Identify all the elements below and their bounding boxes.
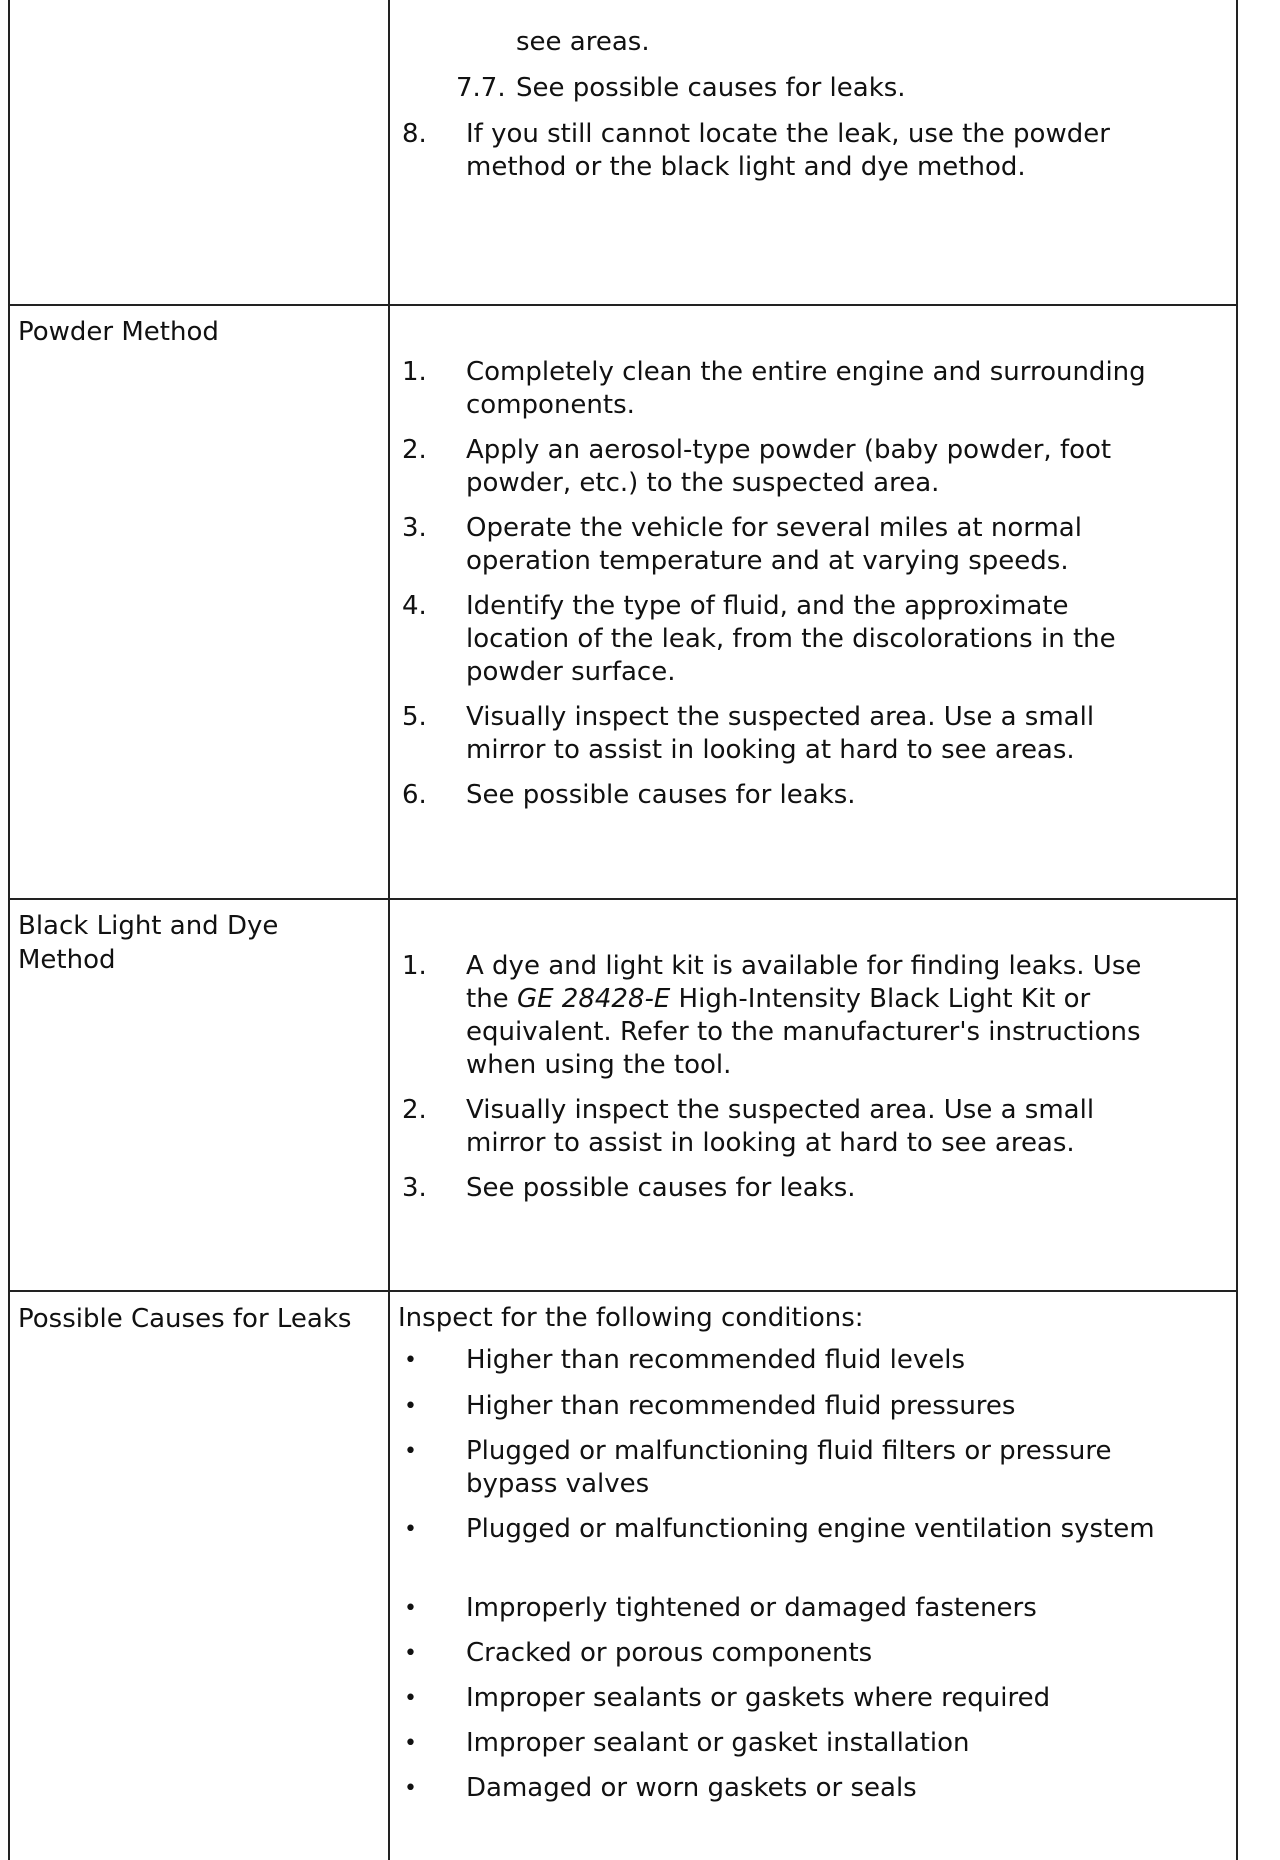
list-item: Higher than recommended fluid pressures [466,1391,1016,1421]
table-border-right [1236,0,1238,1860]
tool-name: GE 28428-E [516,984,671,1014]
step-text: If you still cannot locate the leak, use the powder method or the black light and dye method. [466,119,1110,182]
step-text: Operate the vehicle for several miles at normal operation temperature and at varying speeds. [466,513,1082,576]
bullet-icon: • [404,1776,417,1801]
bullet-icon: • [404,1686,417,1711]
bullet-icon: • [404,1439,417,1464]
list-item: Plugged or malfunctioning engine ventilation system [466,1514,1155,1544]
black-light-method-label: Black Light and Dye Method [18,911,279,975]
step-text: Identify the type of fluid, and the approximate location of the leak, from the discolorations in the powder surface. [466,591,1116,687]
step-text: Apply an aerosol-type powder (baby powder, foot powder, etc.) to the suspected area. [466,435,1112,498]
table-column-divider [388,0,390,1860]
powder-method-label: Powder Method [18,317,219,347]
step-text: Visually inspect the suspected area. Use a small mirror to assist in looking at hard to see areas. [466,702,1095,765]
step-text: A dye and light kit is available for finding leaks. Use the GE 28428-E High-Intensity Black Light Kit or equivalent. Refer to the manufacturer's instructions when using the tool. [466,951,1142,1080]
step-number: 4. [402,591,427,621]
list-item: Higher than recommended fluid levels [466,1345,965,1375]
row-divider [8,304,1238,306]
table-border-left [8,0,10,1860]
bullet-icon: • [404,1517,417,1542]
step-number: 7.7. [456,73,506,103]
step-number: 1. [402,357,427,387]
step-number: 3. [402,513,427,543]
bullet-icon: • [404,1596,417,1621]
bullet-icon: • [404,1731,417,1756]
step-text: Completely clean the entire engine and surrounding components. [466,357,1146,420]
step-number: 2. [402,1095,427,1125]
step-text: Visually inspect the suspected area. Use a small mirror to assist in looking at hard to see areas. [466,1095,1095,1158]
row-divider [8,1290,1238,1292]
step-text: See possible causes for leaks. [466,1173,856,1203]
list-item: Improperly tightened or damaged fasteners [466,1593,1037,1623]
bullet-icon: • [404,1348,417,1373]
step-text: See possible causes for leaks. [466,780,856,810]
causes-intro: Inspect for the following conditions: [398,1303,864,1333]
bullet-icon: • [404,1394,417,1419]
continued-step-text: see areas. [516,27,650,57]
list-item: Plugged or malfunctioning fluid filters or pressure bypass valves [466,1436,1112,1499]
step-number: 5. [402,702,427,732]
list-item: Cracked or porous components [466,1638,873,1668]
list-item: Improper sealant or gasket installation [466,1728,970,1758]
step-number: 1. [402,951,427,981]
step-number: 2. [402,435,427,465]
row-divider [8,898,1238,900]
bullet-icon: • [404,1641,417,1666]
list-item: Damaged or worn gaskets or seals [466,1773,917,1803]
step-number: 6. [402,780,427,810]
list-item: Improper sealants or gaskets where required [466,1683,1051,1713]
step-number: 3. [402,1173,427,1203]
step-text: See possible causes for leaks. [516,73,906,103]
possible-causes-label: Possible Causes for Leaks [18,1304,352,1334]
step-number: 8. [402,119,427,149]
